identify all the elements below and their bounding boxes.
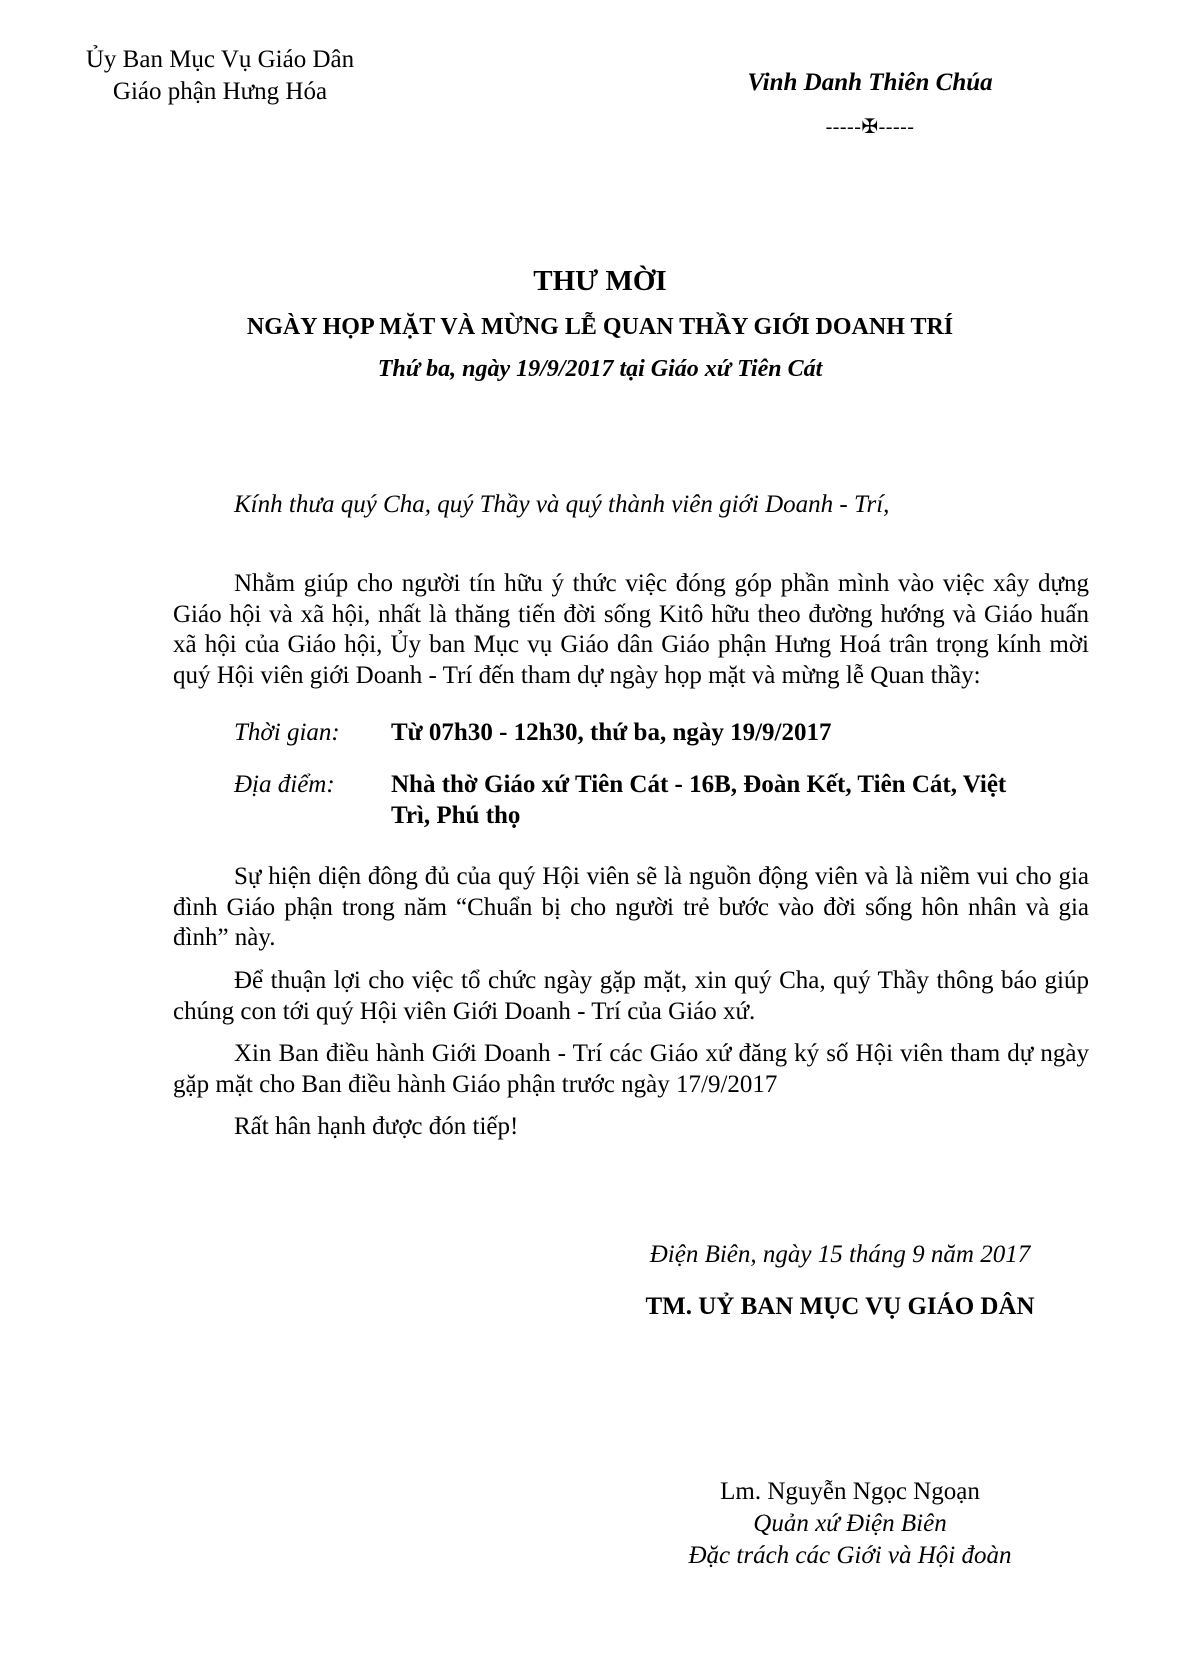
presence-paragraph: Sự hiện diện đông đủ của quý Hội viên sẽ là nguồn động viên và là niềm vui cho gia đình Giáo phận trong năm “Chuẩn bị cho người trẻ bước vào đời sống hôn nhân và gia đình” này. [173,863,1089,951]
place-and-date: Điện Biên, ngày 15 tháng 9 năm 2017 [649,1241,1031,1268]
time-label: Thời gian: [234,719,340,746]
organization-name: Ủy Ban Mục Vụ Giáo Dân [85,46,355,73]
registration-paragraph: Xin Ban điều hành Giới Doanh - Trí các Giáo xứ đăng ký số Hội viên tham dự ngày gặp mặt cho Ban điều hành Giáo phận trước ngày 17/9/2017 [173,1040,1089,1098]
committee-signature-heading: TM. UỶ BAN MỤC VỤ GIÁO DÂN [645,1293,1035,1320]
motto: Vinh Danh Thiên Chúa [747,69,993,96]
place-value: Nhà thờ Giáo xứ Tiên Cát - 16B, Đoàn Kết, Tiên Cát, Việt Trì, Phú thọ [391,771,1007,829]
signer-name: Lm. Nguyễn Ngọc Ngoạn [720,1478,980,1505]
closing-line: Rất hân hạnh được đón tiếp! [234,1113,519,1140]
salutation: Kính thưa quý Cha, quý Thầy và quý thành viên giới Doanh - Trí, [234,491,890,518]
time-value: Từ 07h30 - 12h30, thứ ba, ngày 19/9/2017 [391,719,832,746]
signer-role-parish: Quản xứ Điện Biên [753,1510,947,1537]
signer-role-associations: Đặc trách các Giới và Hội đoàn [688,1542,1012,1569]
document-title: THƯ MỜI [533,265,667,297]
cross-divider: -----✠----- [825,116,915,138]
event-date-line: Thứ ba, ngày 19/9/2017 tại Giáo xứ Tiên Cát [377,356,823,382]
event-title: NGÀY HỌP MẶT VÀ MỪNG LỄ QUAN THẦY GIỚI DOANH TRÍ [246,314,954,340]
diocese-name: Giáo phận Hưng Hóa [112,78,328,105]
issuing-organization [60,44,380,108]
signer-block [640,1476,1060,1572]
place-label: Địa điểm: [234,771,335,798]
invitation-paragraph: Nhằm giúp cho người tín hữu ý thức việc đóng góp phần mình vào việc xây dựng Giáo hội và xã hội, nhất là thăng tiến đời sống Kitô hữu theo đường hướng và Giáo huấn xã hội của Giáo hội, Ủy ban Mục vụ Giáo dân Giáo phận Hưng Hoá trân trọng kính mời quý Hội viên giới Doanh - Trí đến tham dự ngày họp mặt và mừng lễ Quan thầy: [173,570,1089,689]
notice-paragraph: Để thuận lợi cho việc tổ chức ngày gặp mặt, xin quý Cha, quý Thầy thông báo giúp chúng con tới quý Hội viên Giới Doanh - Trí của Giáo xứ. [173,967,1089,1025]
